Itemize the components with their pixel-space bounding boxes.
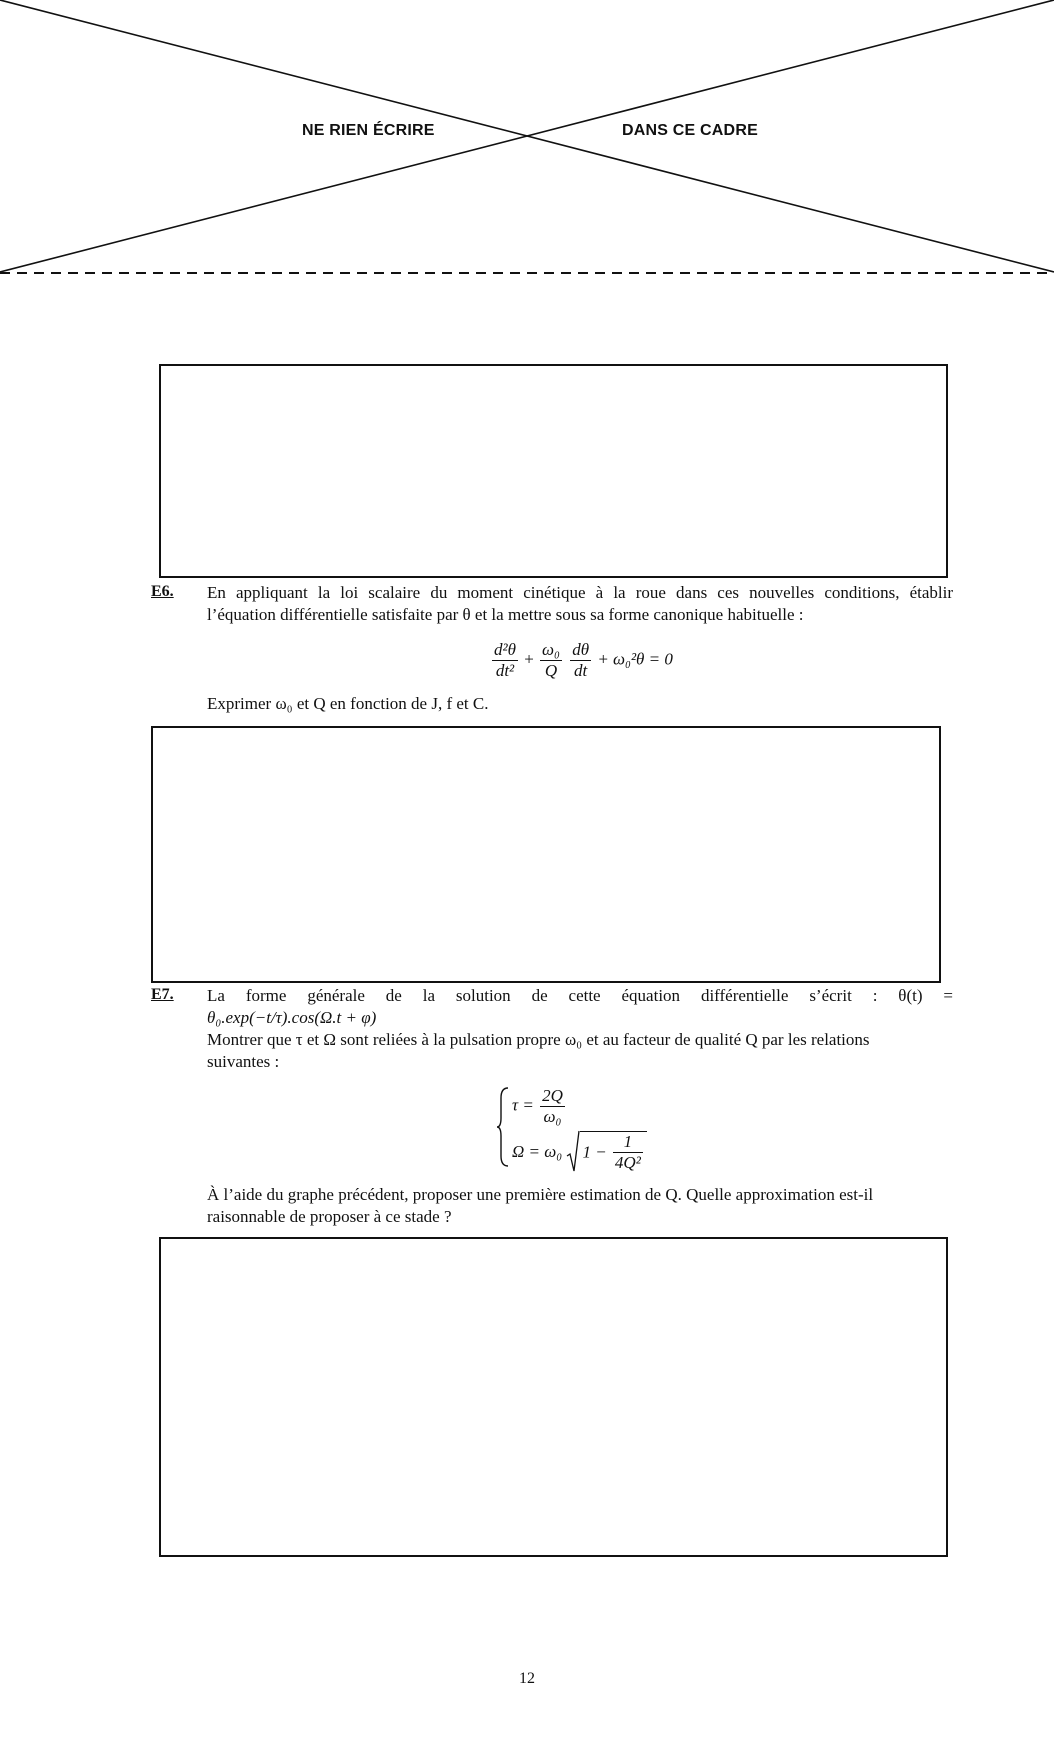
question-followup-e6: Exprimer ω₀ et Q en fonction de J, f et C.	[207, 694, 489, 713]
question-text-e6-line2: l’équation différentielle satisfaite par θ et la mettre sous sa forme canonique habituelle :	[207, 605, 804, 624]
question-followup-e7-line1: À l’aide du graphe précédent, proposer une première estimation de Q. Quelle approximation est-il	[207, 1185, 874, 1204]
page-number: 12	[519, 1670, 535, 1687]
question-text-e7-line3: Montrer que τ et Ω sont reliées à la pulsation propre ω₀ et au facteur de qualité Q par les relations	[207, 1030, 870, 1049]
question-number-e6: E6.	[151, 583, 174, 600]
sqrt-sign	[566, 1130, 580, 1174]
canonical-equation: $\frac{\text{d²θ}}{\text{dt²}}$ + $\frac{\text{ω₀}}{Q}$ $\frac{d\theta}{dt}$ + ω₀²θ = 0	[494, 640, 673, 680]
system-brace	[496, 1086, 510, 1168]
fraction-omega-over-q: $\frac{\text{ω₀}}{Q}$	[542, 640, 560, 680]
question-text-e7-line1: La forme générale de la solution de cette équation différentielle s’écrit : θ(t) =	[207, 986, 953, 1005]
question-text-e7-line4: suivantes :	[207, 1052, 280, 1071]
question-text-e7-line2: θ₀.exp(−t/τ).cos(Ω.t + φ)	[207, 1008, 377, 1027]
answer-box-e7[interactable]	[159, 1237, 948, 1557]
answer-box-e5[interactable]	[159, 364, 948, 578]
question-number-e7: E7.	[151, 986, 174, 1003]
answer-box-e6[interactable]	[151, 726, 941, 983]
no-write-label-left: NE RIEN ÉCRIRE	[302, 122, 435, 139]
no-write-label-right: DANS CE CADRE	[622, 122, 758, 139]
omega-relation: Ω = ω₀ 1 − $\frac{1}{\text{4Q²}}$	[512, 1130, 647, 1174]
question-followup-e7-line2: raisonnable de proposer à ce stade ?	[207, 1207, 452, 1226]
fraction-second-derivative: $\frac{\text{d²θ}}{\text{dt²}}$	[494, 640, 516, 680]
question-text-e6-line1: En appliquant la loi scalaire du moment cinétique à la roue dans ces nouvelles conditions, établir	[207, 583, 953, 602]
equation-tail: + ω₀²θ = 0	[597, 649, 673, 669]
no-write-zone	[0, 0, 1054, 280]
tau-relation: τ = $\frac{2Q}{\text{ω₀}}$	[512, 1086, 563, 1126]
fraction-first-derivative: $\frac{d\theta}{dt}$	[572, 640, 590, 680]
